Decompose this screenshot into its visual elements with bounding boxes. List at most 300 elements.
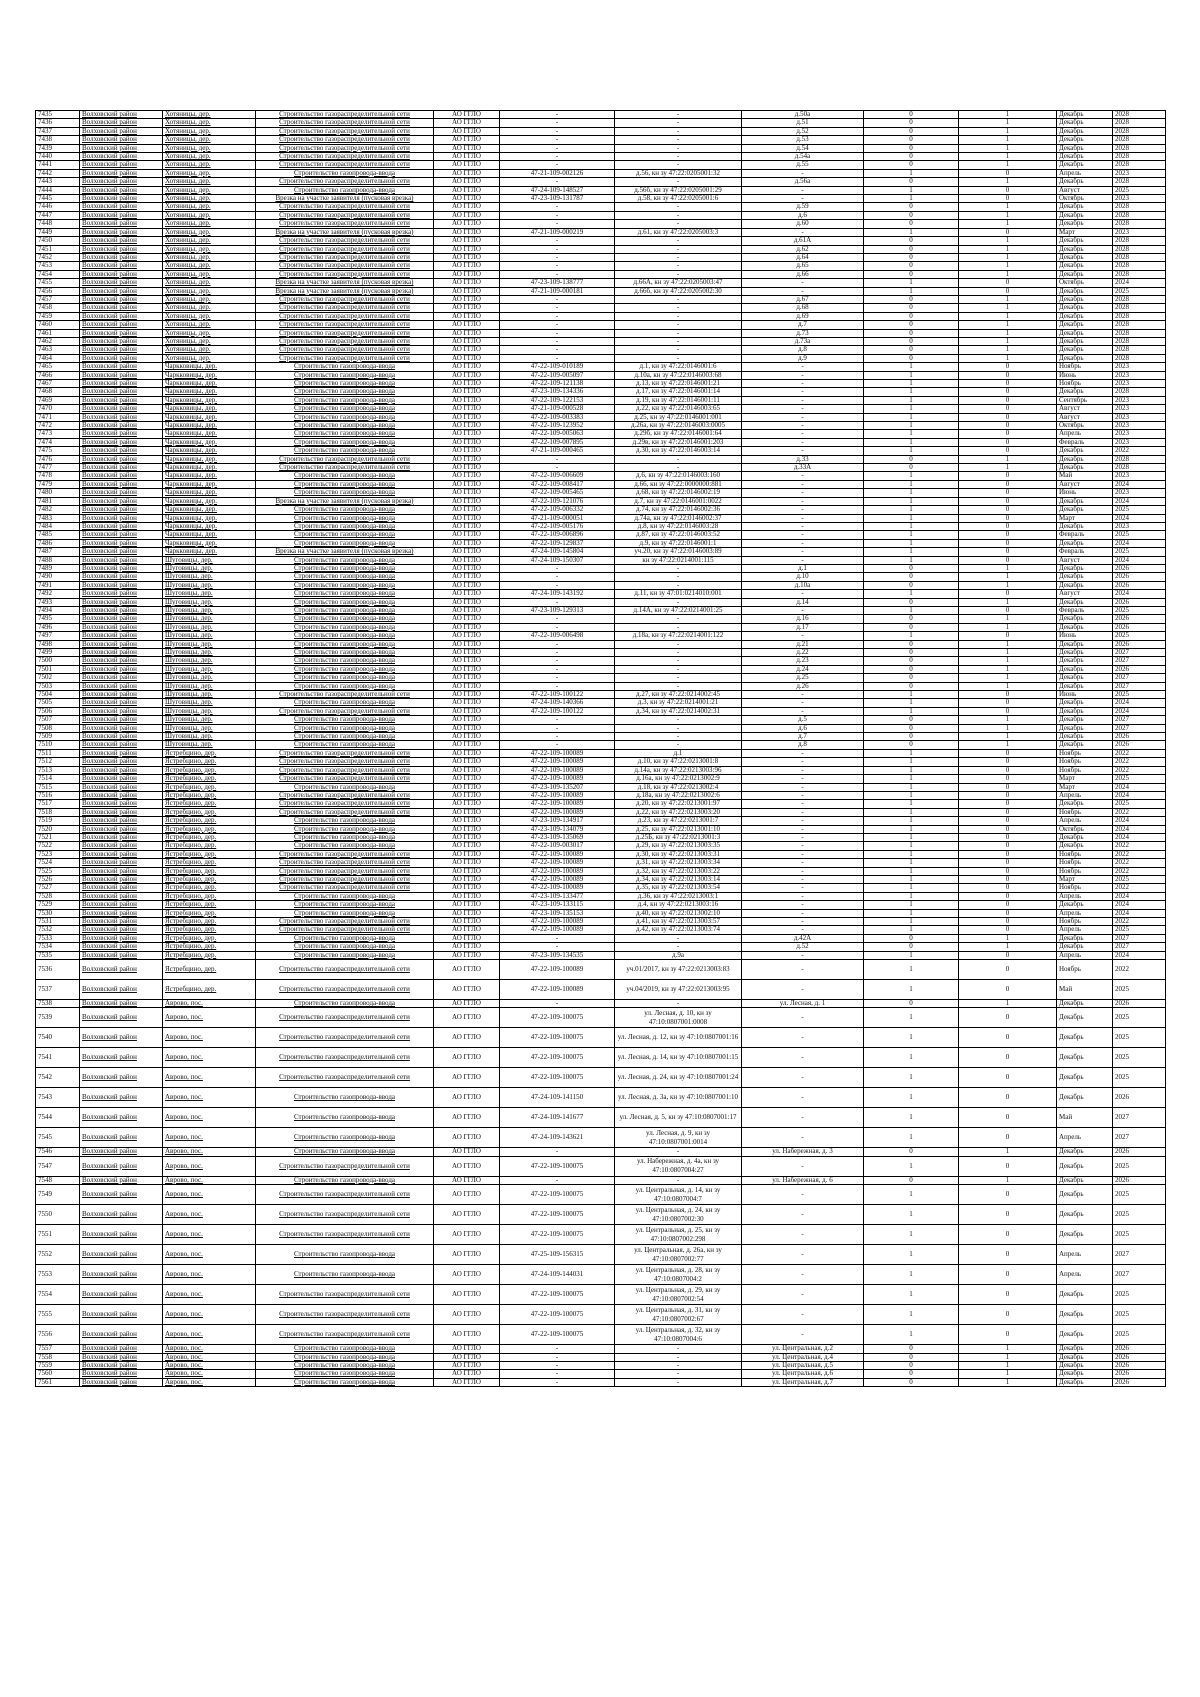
cell-year: 2028 [1113, 270, 1166, 278]
cell-spec: 47-22-109-006498 [500, 632, 615, 640]
cell-cadastral: д.11, кн зу 47:01:0214010:001 [615, 590, 742, 598]
cell-year: 2024 [1113, 892, 1166, 900]
cell-settlement: Шуговицы, дер. [163, 649, 256, 657]
cell-org: АО ГГЛО [434, 800, 500, 808]
cell-b: 1 [959, 304, 1057, 312]
cell-n: 7450 [36, 237, 80, 245]
cell-month: Декабрь [1057, 943, 1113, 951]
cell-month: Декабрь [1057, 1305, 1113, 1325]
table-row [36, 640, 1166, 648]
cell-address: ул. Набережная, д. 6 [742, 1176, 864, 1184]
cell-org: АО ГГЛО [434, 842, 500, 850]
cell-org: АО ГГЛО [434, 741, 500, 749]
cell-work: Строительство газопровода-ввода [256, 480, 434, 488]
cell-district: Волховский район [80, 1345, 163, 1353]
cell-month: Ноябрь [1057, 758, 1113, 766]
cell-district: Волховский район [80, 699, 163, 707]
cell-cadastral: д.3, кн зу 47:22:0214001:21 [615, 699, 742, 707]
table-row [36, 438, 1166, 446]
cell-b: 1 [959, 623, 1057, 631]
cell-spec: 47-22-109-005097 [500, 371, 615, 379]
cell-org: АО ГГЛО [434, 1068, 500, 1088]
cell-month: Апрель [1057, 951, 1113, 959]
cell-address: - [742, 918, 864, 926]
cell-settlement: Хотяницы, дер. [163, 178, 256, 186]
cell-b: 0 [959, 1068, 1057, 1088]
cell-n: 7439 [36, 144, 80, 152]
cell-district: Волховский район [80, 422, 163, 430]
cell-settlement: Хотяницы, дер. [163, 228, 256, 236]
cell-n: 7501 [36, 665, 80, 673]
cell-settlement: Чаркковицы, дер. [163, 388, 256, 396]
cell-work: Строительство газопровода-ввода [256, 186, 434, 194]
cell-a: 1 [864, 1068, 959, 1088]
cell-org: АО ГГЛО [434, 850, 500, 858]
cell-work: Строительство газопровода-ввода [256, 388, 434, 396]
table-row [36, 1108, 1166, 1128]
cell-cadastral: - [615, 665, 742, 673]
cell-spec: - [500, 1378, 615, 1386]
cell-year: 2028 [1113, 354, 1166, 362]
cell-address: - [742, 287, 864, 295]
cell-work: Строительство газораспределительной сети [256, 800, 434, 808]
cell-work: Строительство газораспределительной сети [256, 337, 434, 345]
cell-org: АО ГГЛО [434, 354, 500, 362]
cell-month: Декабрь [1057, 833, 1113, 841]
cell-month: Декабрь [1057, 178, 1113, 186]
cell-cadastral: - [615, 119, 742, 127]
cell-district: Волховский район [80, 380, 163, 388]
cell-month: Декабрь [1057, 682, 1113, 690]
cell-settlement: Хотяницы, дер. [163, 195, 256, 203]
cell-district: Волховский район [80, 665, 163, 673]
cell-org: АО ГГЛО [434, 1088, 500, 1108]
cell-spec: - [500, 640, 615, 648]
cell-work: Строительство газопровода-ввода [256, 396, 434, 404]
table-row [36, 455, 1166, 463]
cell-settlement: Ястребцино, дер. [163, 842, 256, 850]
cell-address: д.24 [742, 665, 864, 673]
cell-a: 1 [864, 749, 959, 757]
cell-year: 2023 [1113, 422, 1166, 430]
cell-work: Строительство газораспределительной сети [256, 691, 434, 699]
cell-district: Волховский район [80, 447, 163, 455]
cell-cadastral: д.29в, кн зу 47:22:0146001:203 [615, 438, 742, 446]
cell-month: Декабрь [1057, 127, 1113, 135]
cell-address: - [742, 825, 864, 833]
cell-year: 2024 [1113, 707, 1166, 715]
cell-year: 2025 [1113, 1028, 1166, 1048]
cell-month: Декабрь [1057, 497, 1113, 505]
cell-district: Волховский район [80, 766, 163, 774]
cell-cadastral: д.22, кн зу 47:22:0213003:20 [615, 808, 742, 816]
cell-a: 1 [864, 833, 959, 841]
cell-address: - [742, 951, 864, 959]
cell-b: 0 [959, 1285, 1057, 1305]
cell-district: Волховский район [80, 237, 163, 245]
cell-n: 7547 [36, 1156, 80, 1176]
cell-org: АО ГГЛО [434, 186, 500, 194]
cell-b: 0 [959, 539, 1057, 547]
cell-a: 1 [864, 791, 959, 799]
cell-a: 0 [864, 337, 959, 345]
cell-spec: 47-22-109-100089 [500, 808, 615, 816]
table-row [36, 918, 1166, 926]
table-row [36, 623, 1166, 631]
table-row [36, 1185, 1166, 1205]
cell-org: АО ГГЛО [434, 1048, 500, 1068]
cell-address: - [742, 850, 864, 858]
cell-district: Волховский район [80, 1176, 163, 1184]
cell-b: 1 [959, 716, 1057, 724]
cell-address: - [742, 522, 864, 530]
cell-work: Строительство газораспределительной сети [256, 775, 434, 783]
cell-b: 0 [959, 1205, 1057, 1225]
cell-b: 1 [959, 127, 1057, 135]
cell-district: Волховский район [80, 564, 163, 572]
cell-year: 2022 [1113, 918, 1166, 926]
table-row [36, 514, 1166, 522]
cell-work: Строительство газопровода-ввода [256, 606, 434, 614]
cell-address: д.66 [742, 270, 864, 278]
cell-month: Декабрь [1057, 699, 1113, 707]
cell-org: АО ГГЛО [434, 892, 500, 900]
cell-address: - [742, 514, 864, 522]
cell-settlement: Аврово, пос. [163, 1245, 256, 1265]
cell-org: АО ГГЛО [434, 203, 500, 211]
cell-spec: 47-22-109-122153 [500, 396, 615, 404]
cell-n: 7463 [36, 346, 80, 354]
cell-spec: 47-22-109-100075 [500, 1008, 615, 1028]
cell-n: 7514 [36, 775, 80, 783]
cell-cadastral: - [615, 1370, 742, 1378]
cell-month: Ноябрь [1057, 884, 1113, 892]
cell-year: 2022 [1113, 960, 1166, 980]
cell-settlement: Шуговицы, дер. [163, 716, 256, 724]
cell-n: 7541 [36, 1048, 80, 1068]
cell-spec: 47-23-109-135069 [500, 833, 615, 841]
cell-work: Строительство газораспределительной сети [256, 758, 434, 766]
cell-address: - [742, 980, 864, 1000]
cell-n: 7453 [36, 262, 80, 270]
cell-b: 1 [959, 598, 1057, 606]
cell-spec: 47-22-109-100089 [500, 749, 615, 757]
cell-work: Строительство газопровода-ввода [256, 733, 434, 741]
cell-year: 2023 [1113, 489, 1166, 497]
cell-a: 0 [864, 716, 959, 724]
cell-cadastral: - [615, 304, 742, 312]
cell-address: - [742, 430, 864, 438]
cell-address: - [742, 548, 864, 556]
cell-b: 1 [959, 337, 1057, 345]
cell-n: 7497 [36, 632, 80, 640]
cell-b: 1 [959, 682, 1057, 690]
cell-settlement: Чаркковицы, дер. [163, 506, 256, 514]
table-row [36, 665, 1166, 673]
cell-org: АО ГГЛО [434, 1265, 500, 1285]
table-row [36, 531, 1166, 539]
cell-b: 0 [959, 1028, 1057, 1048]
cell-cadastral: д.9а [615, 951, 742, 959]
cell-spec: - [500, 220, 615, 228]
cell-year: 2026 [1113, 1148, 1166, 1156]
cell-cadastral: - [615, 598, 742, 606]
cell-settlement: Хотяницы, дер. [163, 144, 256, 152]
cell-work: Строительство газопровода-ввода [256, 640, 434, 648]
cell-cadastral: уч.01/2017, кн зу 47:22:0213003:83 [615, 960, 742, 980]
cell-month: Декабрь [1057, 657, 1113, 665]
table-row [36, 850, 1166, 858]
cell-settlement: Аврово, пос. [163, 1285, 256, 1305]
cell-month: Декабрь [1057, 901, 1113, 909]
cell-work: Строительство газопровода-ввода [256, 741, 434, 749]
cell-a: 0 [864, 270, 959, 278]
cell-month: Ноябрь [1057, 960, 1113, 980]
cell-n: 7444 [36, 186, 80, 194]
cell-b: 1 [959, 220, 1057, 228]
cell-address: - [742, 371, 864, 379]
cell-spec: 47-24-109-143621 [500, 1128, 615, 1148]
cell-district: Волховский район [80, 892, 163, 900]
cell-spec: - [500, 615, 615, 623]
cell-address: - [742, 195, 864, 203]
cell-a: 1 [864, 506, 959, 514]
cell-org: АО ГГЛО [434, 522, 500, 530]
cell-n: 7535 [36, 951, 80, 959]
cell-month: Декабрь [1057, 161, 1113, 169]
cell-district: Волховский район [80, 884, 163, 892]
cell-month: Август [1057, 413, 1113, 421]
cell-org: АО ГГЛО [434, 606, 500, 614]
cell-n: 7474 [36, 438, 80, 446]
cell-n: 7498 [36, 640, 80, 648]
cell-cadastral: д.66б, кн зу 47:22:0205002:30 [615, 287, 742, 295]
cell-settlement: Ястребцино, дер. [163, 951, 256, 959]
cell-year: 2028 [1113, 388, 1166, 396]
cell-work: Строительство газопровода-ввода [256, 539, 434, 547]
table-row [36, 649, 1166, 657]
cell-b: 1 [959, 455, 1057, 463]
cell-a: 1 [864, 1008, 959, 1028]
cell-settlement: Шуговицы, дер. [163, 657, 256, 665]
cell-cadastral: - [615, 245, 742, 253]
cell-org: АО ГГЛО [434, 1345, 500, 1353]
cell-year: 2024 [1113, 833, 1166, 841]
cell-cadastral: д.22, кн зу 47:22:0146003:65 [615, 405, 742, 413]
table-row [36, 371, 1166, 379]
table-row [36, 1305, 1166, 1325]
table-row [36, 405, 1166, 413]
cell-a: 0 [864, 1353, 959, 1361]
cell-cadastral: д.66А, кн зу 47:22:0205003:47 [615, 279, 742, 287]
cell-cadastral: д.26а, кн зу 47:22:0146003:0005 [615, 422, 742, 430]
table-row [36, 413, 1166, 421]
cell-month: Декабрь [1057, 1205, 1113, 1225]
cell-org: АО ГГЛО [434, 926, 500, 934]
cell-settlement: Чаркковицы, дер. [163, 539, 256, 547]
cell-work: Строительство газопровода-ввода [256, 825, 434, 833]
cell-year: 2025 [1113, 606, 1166, 614]
table-row [36, 775, 1166, 783]
cell-n: 7507 [36, 716, 80, 724]
cell-work: Строительство газораспределительной сети [256, 203, 434, 211]
cell-org: АО ГГЛО [434, 1370, 500, 1378]
cell-org: АО ГГЛО [434, 716, 500, 724]
cell-n: 7494 [36, 606, 80, 614]
cell-month: Февраль [1057, 438, 1113, 446]
table-row [36, 573, 1166, 581]
cell-work: Строительство газопровода-ввода [256, 783, 434, 791]
cell-spec: 47-23-109-129313 [500, 606, 615, 614]
table-row [36, 380, 1166, 388]
cell-n: 7473 [36, 430, 80, 438]
cell-district: Волховский район [80, 1088, 163, 1108]
table-row [36, 556, 1166, 564]
cell-spec: 47-21-109-000219 [500, 228, 615, 236]
cell-year: 2026 [1113, 665, 1166, 673]
cell-b: 1 [959, 657, 1057, 665]
cell-n: 7560 [36, 1370, 80, 1378]
cell-settlement: Хотяницы, дер. [163, 111, 256, 119]
cell-n: 7451 [36, 245, 80, 253]
cell-month: Июнь [1057, 371, 1113, 379]
cell-district: Волховский район [80, 111, 163, 119]
table-row [36, 253, 1166, 261]
cell-cadastral: - [615, 1000, 742, 1008]
cell-month: Май [1057, 472, 1113, 480]
cell-org: АО ГГЛО [434, 119, 500, 127]
cell-org: АО ГГЛО [434, 590, 500, 598]
cell-spec: - [500, 943, 615, 951]
cell-work: Строительство газопровода-ввода [256, 1148, 434, 1156]
cell-cadastral: - [615, 354, 742, 362]
cell-cadastral: ул. Центральная, д. 29, кн зу 47:10:0807002:54 [615, 1285, 742, 1305]
cell-a: 1 [864, 1028, 959, 1048]
cell-work: Строительство газопровода-ввода [256, 472, 434, 480]
cell-month: Декабрь [1057, 649, 1113, 657]
cell-a: 0 [864, 136, 959, 144]
cell-settlement: Хотяницы, дер. [163, 136, 256, 144]
cell-spec: 47-22-109-100089 [500, 791, 615, 799]
cell-month: Апрель [1057, 430, 1113, 438]
cell-settlement: Шуговицы, дер. [163, 682, 256, 690]
cell-year: 2022 [1113, 749, 1166, 757]
cell-work: Строительство газопровода-ввода [256, 422, 434, 430]
cell-n: 7482 [36, 506, 80, 514]
cell-n: 7556 [36, 1325, 80, 1345]
cell-n: 7438 [36, 136, 80, 144]
table-row [36, 312, 1166, 320]
cell-b: 1 [959, 253, 1057, 261]
cell-org: АО ГГЛО [434, 237, 500, 245]
cell-address: д.26 [742, 682, 864, 690]
cell-year: 2027 [1113, 716, 1166, 724]
cell-address: д.69 [742, 312, 864, 320]
cell-settlement: Аврово, пос. [163, 1128, 256, 1148]
table-row [36, 363, 1166, 371]
cell-year: 2028 [1113, 119, 1166, 127]
cell-n: 7500 [36, 657, 80, 665]
cell-work: Строительство газораспределительной сети [256, 211, 434, 219]
cell-a: 1 [864, 422, 959, 430]
cell-b: 0 [959, 506, 1057, 514]
cell-a: 0 [864, 581, 959, 589]
cell-address: д.23 [742, 657, 864, 665]
cell-work: Строительство газопровода-ввода [256, 682, 434, 690]
cell-org: АО ГГЛО [434, 262, 500, 270]
cell-district: Волховский район [80, 691, 163, 699]
cell-district: Волховский район [80, 1128, 163, 1148]
cell-settlement: Ястребцино, дер. [163, 817, 256, 825]
cell-address: - [742, 884, 864, 892]
cell-org: АО ГГЛО [434, 775, 500, 783]
cell-settlement: Аврово, пос. [163, 1088, 256, 1108]
cell-district: Волховский район [80, 980, 163, 1000]
table-row [36, 127, 1166, 135]
cell-year: 2025 [1113, 1068, 1166, 1088]
cell-spec: 47-22-109-121076 [500, 497, 615, 505]
cell-org: АО ГГЛО [434, 346, 500, 354]
cell-month: Декабрь [1057, 506, 1113, 514]
cell-cadastral: д.13, кн зу 47:22:0146001:21 [615, 380, 742, 388]
cell-cadastral: - [615, 253, 742, 261]
cell-settlement: Хотяницы, дер. [163, 153, 256, 161]
cell-cadastral: - [615, 321, 742, 329]
cell-b: 0 [959, 514, 1057, 522]
cell-work: Врезка на участке заявителя (пусковая врезка) [256, 287, 434, 295]
cell-n: 7469 [36, 396, 80, 404]
cell-cadastral: д.4, кн зу 47:22:0213003:16 [615, 901, 742, 909]
cell-district: Волховский район [80, 161, 163, 169]
cell-work: Строительство газопровода-ввода [256, 817, 434, 825]
cell-settlement: Чаркковицы, дер. [163, 380, 256, 388]
cell-month: Декабрь [1057, 211, 1113, 219]
cell-b: 1 [959, 111, 1057, 119]
cell-settlement: Шуговицы, дер. [163, 598, 256, 606]
cell-a: 0 [864, 564, 959, 572]
cell-district: Волховский район [80, 480, 163, 488]
cell-district: Волховский район [80, 1245, 163, 1265]
cell-year: 2023 [1113, 228, 1166, 236]
cell-org: АО ГГЛО [434, 1362, 500, 1370]
cell-org: АО ГГЛО [434, 270, 500, 278]
cell-year: 2027 [1113, 657, 1166, 665]
cell-address: д.33А [742, 464, 864, 472]
cell-b: 0 [959, 413, 1057, 421]
cell-n: 7460 [36, 321, 80, 329]
cell-spec: 47-24-109-145804 [500, 548, 615, 556]
cell-year: 2028 [1113, 321, 1166, 329]
cell-n: 7519 [36, 817, 80, 825]
cell-n: 7499 [36, 649, 80, 657]
cell-a: 1 [864, 775, 959, 783]
cell-work: Строительство газораспределительной сети [256, 1068, 434, 1088]
cell-cadastral: д.56, кн зу 47:22:0205001:32 [615, 169, 742, 177]
cell-month: Ноябрь [1057, 859, 1113, 867]
cell-address: - [742, 472, 864, 480]
cell-settlement: Чаркковицы, дер. [163, 455, 256, 463]
cell-month: Декабрь [1057, 337, 1113, 345]
cell-spec: - [500, 262, 615, 270]
cell-district: Волховский район [80, 211, 163, 219]
cell-settlement: Ястребцино, дер. [163, 758, 256, 766]
cell-month: Апрель [1057, 892, 1113, 900]
cell-org: АО ГГЛО [434, 136, 500, 144]
cell-cadastral: д.1 [615, 749, 742, 757]
cell-district: Волховский район [80, 657, 163, 665]
cell-cadastral: ул. Центральная, д. 28, кн зу 47:10:0807004:2 [615, 1265, 742, 1285]
cell-settlement: Аврово, пос. [163, 1370, 256, 1378]
